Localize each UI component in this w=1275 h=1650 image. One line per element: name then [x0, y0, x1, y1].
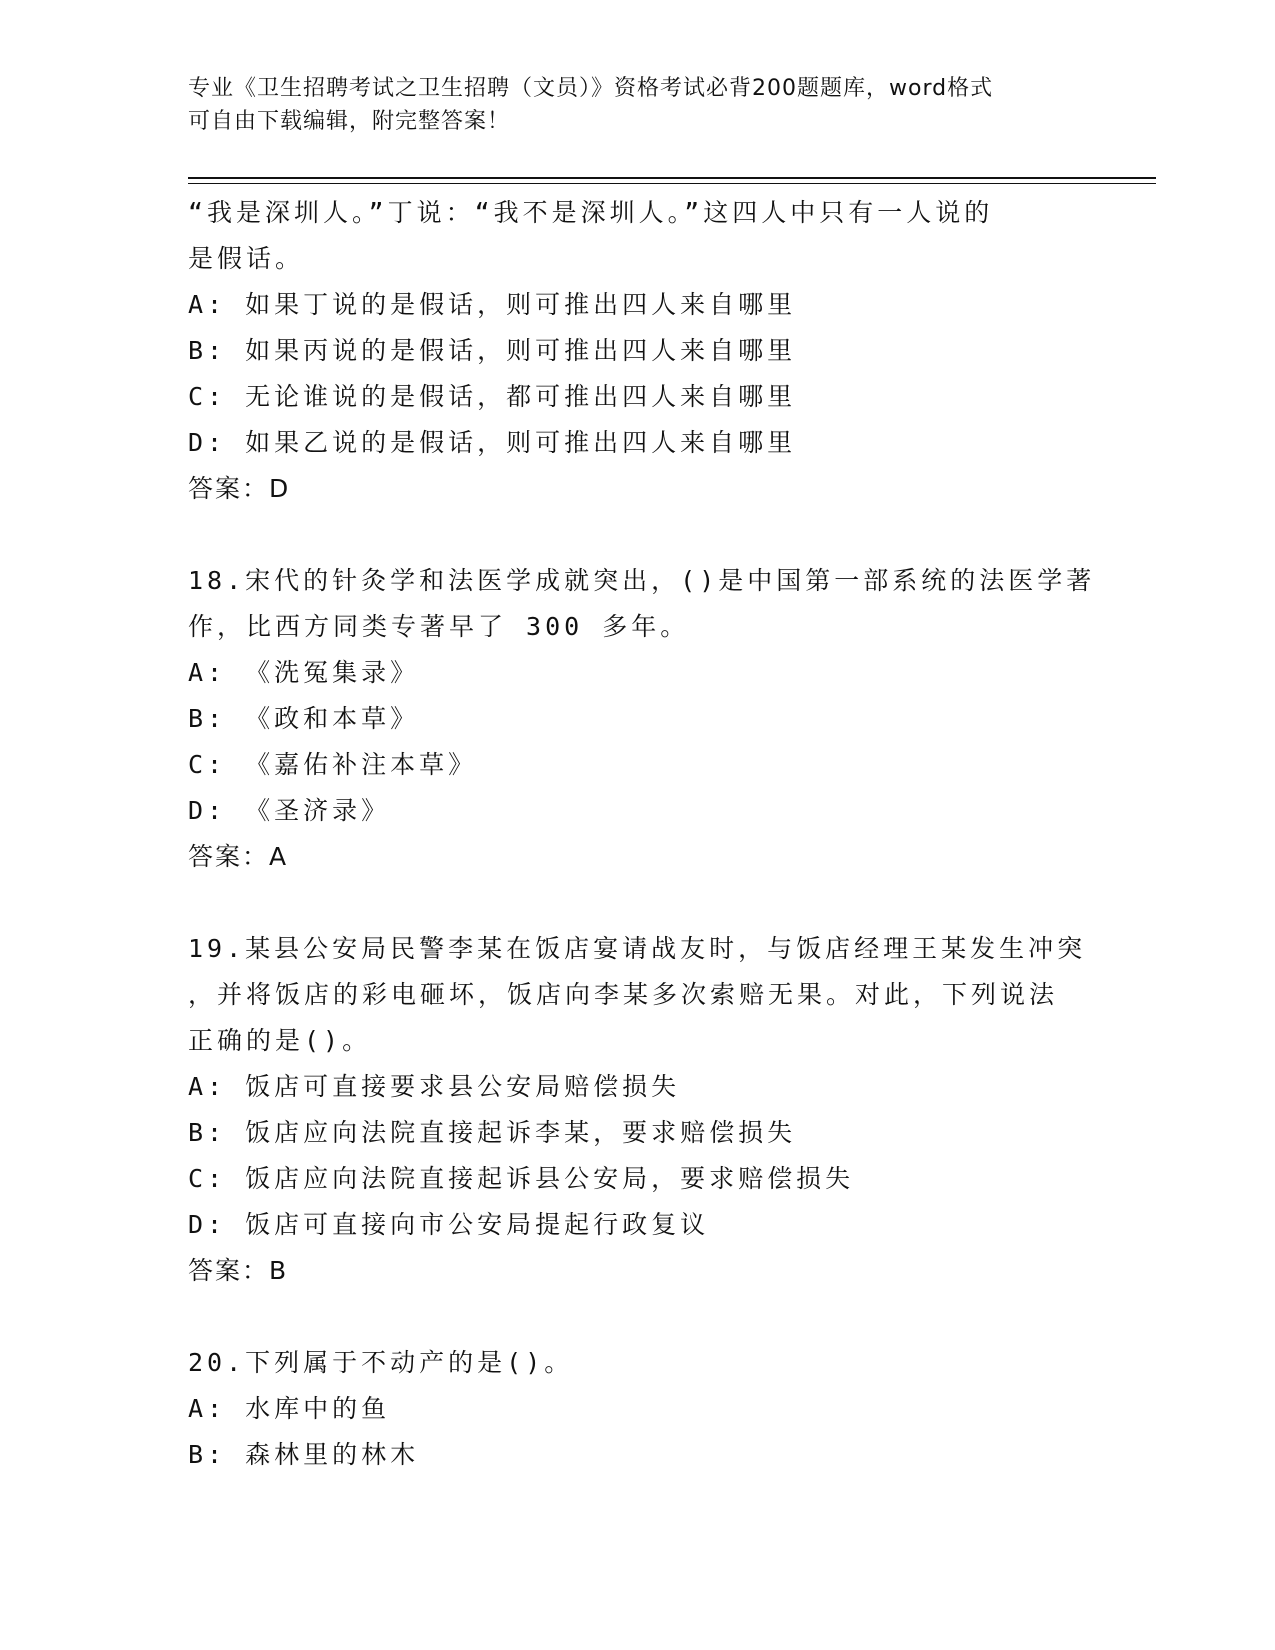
question-stem-line: 18.宋代的针灸学和法医学成就突出，()是中国第一部系统的法医学著 [188, 566, 1096, 595]
question-stem-line: ，并将饭店的彩电砸坏，饭店向李某多次索赔无果。对此，下列说法 [188, 980, 1059, 1009]
question-stem-line: “我是深圳人。”丁说：“我不是深圳人。”这四人中只有一人说的 [188, 198, 994, 227]
option-b: B: 饭店应向法院直接起诉李某，要求赔偿损失 [188, 1118, 797, 1147]
header-rule-thick [188, 177, 1156, 179]
option-b: B: 如果丙说的是假话，则可推出四人来自哪里 [188, 336, 797, 365]
spacer [188, 880, 1088, 926]
question-18 [188, 558, 1096, 880]
question-stem-line: 19.某县公安局民警李某在饭店宴请战友时，与饭店经理王某发生冲突 [188, 934, 1087, 963]
option-c: C: 饭店应向法院直接起诉县公安局，要求赔偿损失 [188, 1164, 855, 1193]
header-rule-thin [188, 183, 1156, 184]
question-17 [188, 190, 1088, 512]
option-b: B: 《政和本草》 [188, 704, 420, 733]
option-a: A: 如果丁说的是假话，则可推出四人来自哪里 [188, 290, 797, 319]
question-stem-line: 正确的是()。 [188, 1026, 372, 1055]
question-stem-line: 是假话。 [188, 244, 305, 273]
header-line-2: 可自由下载编辑，附完整答案！ [188, 109, 511, 134]
option-a: A: 水库中的鱼 [188, 1394, 391, 1423]
header-line-1: 专业《卫生招聘考试之卫生招聘（文员）》资格考试必背200题题库，word格式 [188, 76, 994, 101]
question-20 [188, 1340, 1088, 1478]
page-header [188, 72, 1068, 138]
answer: 答案：A [188, 842, 289, 871]
option-d: D: 如果乙说的是假话，则可推出四人来自哪里 [188, 428, 797, 457]
option-d: D: 饭店可直接向市公安局提起行政复议 [188, 1210, 710, 1239]
option-c: C: 无论谁说的是假话，都可推出四人来自哪里 [188, 382, 797, 411]
question-stem-line: 作，比西方同类专著早了 300 多年。 [188, 612, 690, 641]
option-a: A: 《洗冤集录》 [188, 658, 420, 687]
question-19 [188, 926, 1088, 1294]
question-stem-line: 20.下列属于不动产的是()。 [188, 1348, 574, 1377]
spacer [188, 512, 1088, 558]
option-c: C: 《嘉佑补注本草》 [188, 750, 478, 779]
question-content [188, 190, 1096, 1478]
answer: 答案：B [188, 1256, 289, 1285]
option-d: D: 《圣济录》 [188, 796, 391, 825]
answer: 答案：D [188, 474, 291, 503]
spacer [188, 1294, 1088, 1340]
option-a: A: 饭店可直接要求县公安局赔偿损失 [188, 1072, 681, 1101]
option-b: B: 森林里的林木 [188, 1440, 420, 1469]
